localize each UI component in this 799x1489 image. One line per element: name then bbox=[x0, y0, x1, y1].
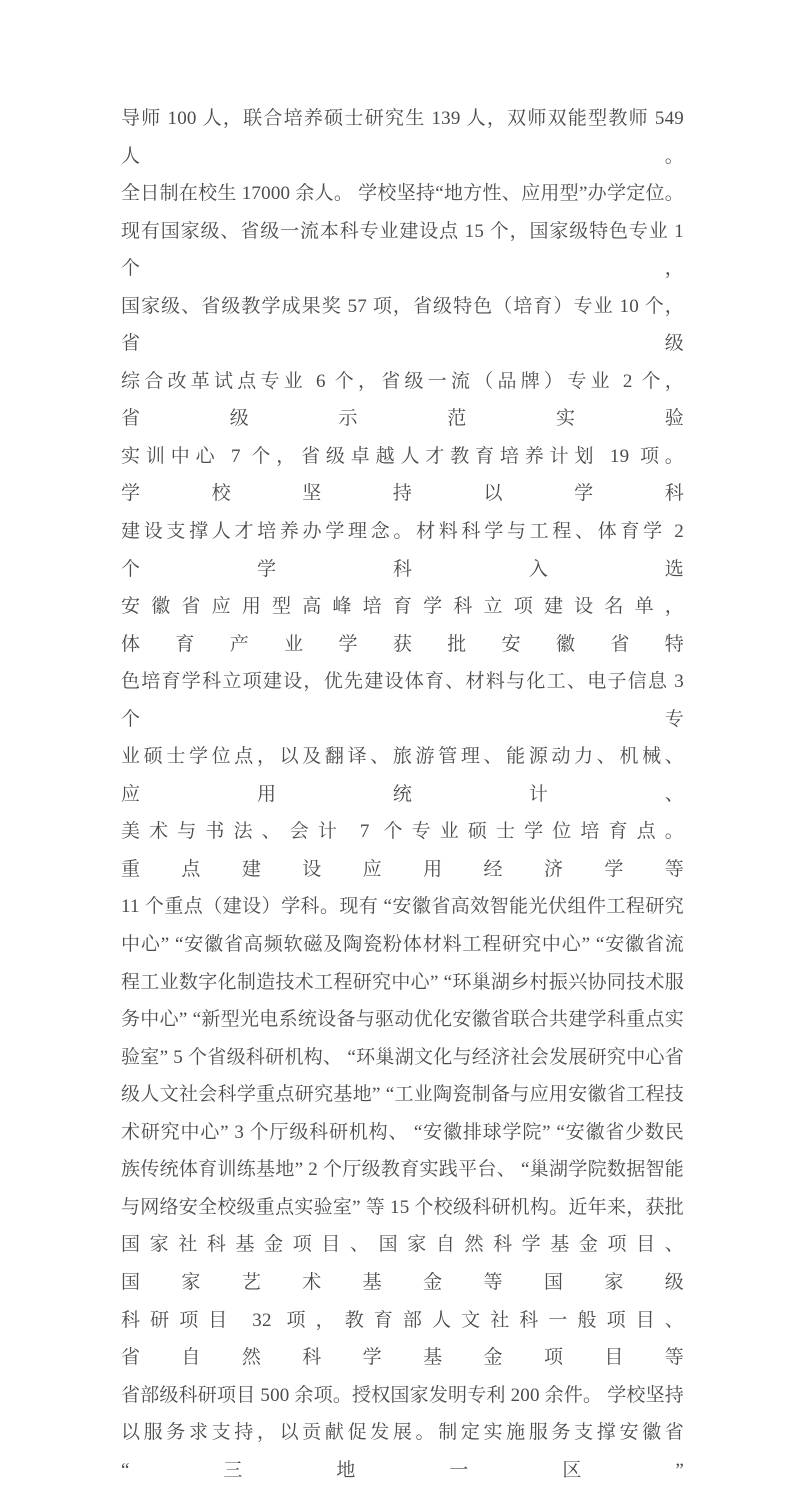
text-line: 11 个重点（建设）学科。现有 “安徽省高效智能光伏组件工程研究 bbox=[121, 896, 684, 918]
text-line: 建设支撑人才培养办学理念。材料科学与工程、体育学 2 个学科入选 bbox=[121, 521, 684, 580]
text-line: 级人文社会科学重点研究基地” “工业陶瓷制备与应用安徽省工程技 bbox=[121, 1084, 684, 1106]
text-line: 美术与书法、会计 7 个专业硕士学位培育点。重点建设应用经济学等 bbox=[121, 821, 684, 880]
text-line: 导师 100 人，联合培养硕士研究生 139 人，双师双能型教师 549 人。 bbox=[121, 108, 684, 167]
text-line: 族传统体育训练基地” 2 个厅级教育实践平台、 “巢湖学院数据智能 bbox=[121, 1159, 684, 1181]
text-line: 与网络安全校级重点实验室” 等 15 个校级科研机构。近年来，获批 bbox=[121, 1196, 684, 1218]
text-line: 科研项目 32 项，教育部人文社科一般项目、省自然科学基金项目等 bbox=[121, 1309, 684, 1369]
text-line: 中心” “安徽省高频软磁及陶瓷粉体材料工程研究中心” “安徽省流 bbox=[121, 934, 684, 956]
text-line: 现有国家级、省级一流本科专业建设点 15 个，国家级特色专业 1 个， bbox=[121, 220, 684, 280]
text-line: 全日制在校生 17000 余人。 学校坚持“地方性、应用型”办学定位。 bbox=[121, 183, 684, 205]
text-line: 安徽省应用型高峰培育学科立项建设名单，体育产业学获批安徽省特 bbox=[121, 596, 684, 655]
text-line: 务中心” “新型光电系统设备与驱动优化安徽省联合共建学科重点实 bbox=[121, 1009, 684, 1031]
text-line: 术研究中心” 3 个厅级科研机构、 “安徽排球学院” “安徽省少数民 bbox=[121, 1121, 684, 1143]
text-line: 国家社科基金项目、国家自然科学基金项目、国家艺术基金等国家级 bbox=[121, 1234, 684, 1293]
text-line: 省部级科研项目 500 余项。授权国家发明专利 200 余件。 学校坚持 bbox=[121, 1384, 684, 1406]
text-line: 国家级、省级教学成果奖 57 项，省级特色（培育）专业 10 个，省级 bbox=[121, 295, 684, 355]
text-line: 以服务求支持，以贡献促发展。制定实施服务支撑安徽省“三地一区” bbox=[121, 1422, 684, 1481]
text-line: 业硕士学位点，以及翻译、旅游管理、能源动力、机械、应用统计、 bbox=[121, 746, 684, 805]
text-line: 验室” 5 个省级科研机构、 “环巢湖文化与经济社会发展研究中心省 bbox=[121, 1046, 684, 1068]
text-line: 实训中心 7 个，省级卓越人才教育培养计划 19 项。 学校坚持以学科 bbox=[121, 445, 684, 505]
body-text-block bbox=[121, 100, 684, 1489]
text-line: 色培育学科立项建设，优先建设体育、材料与化工、电子信息 3 个专 bbox=[121, 671, 684, 730]
text-line: 程工业数字化制造技术工程研究中心” “环巢湖乡村振兴协同技术服 bbox=[121, 971, 684, 993]
text-line: 综合改革试点专业 6 个，省级一流（品牌）专业 2 个，省级示范实验 bbox=[121, 370, 684, 430]
